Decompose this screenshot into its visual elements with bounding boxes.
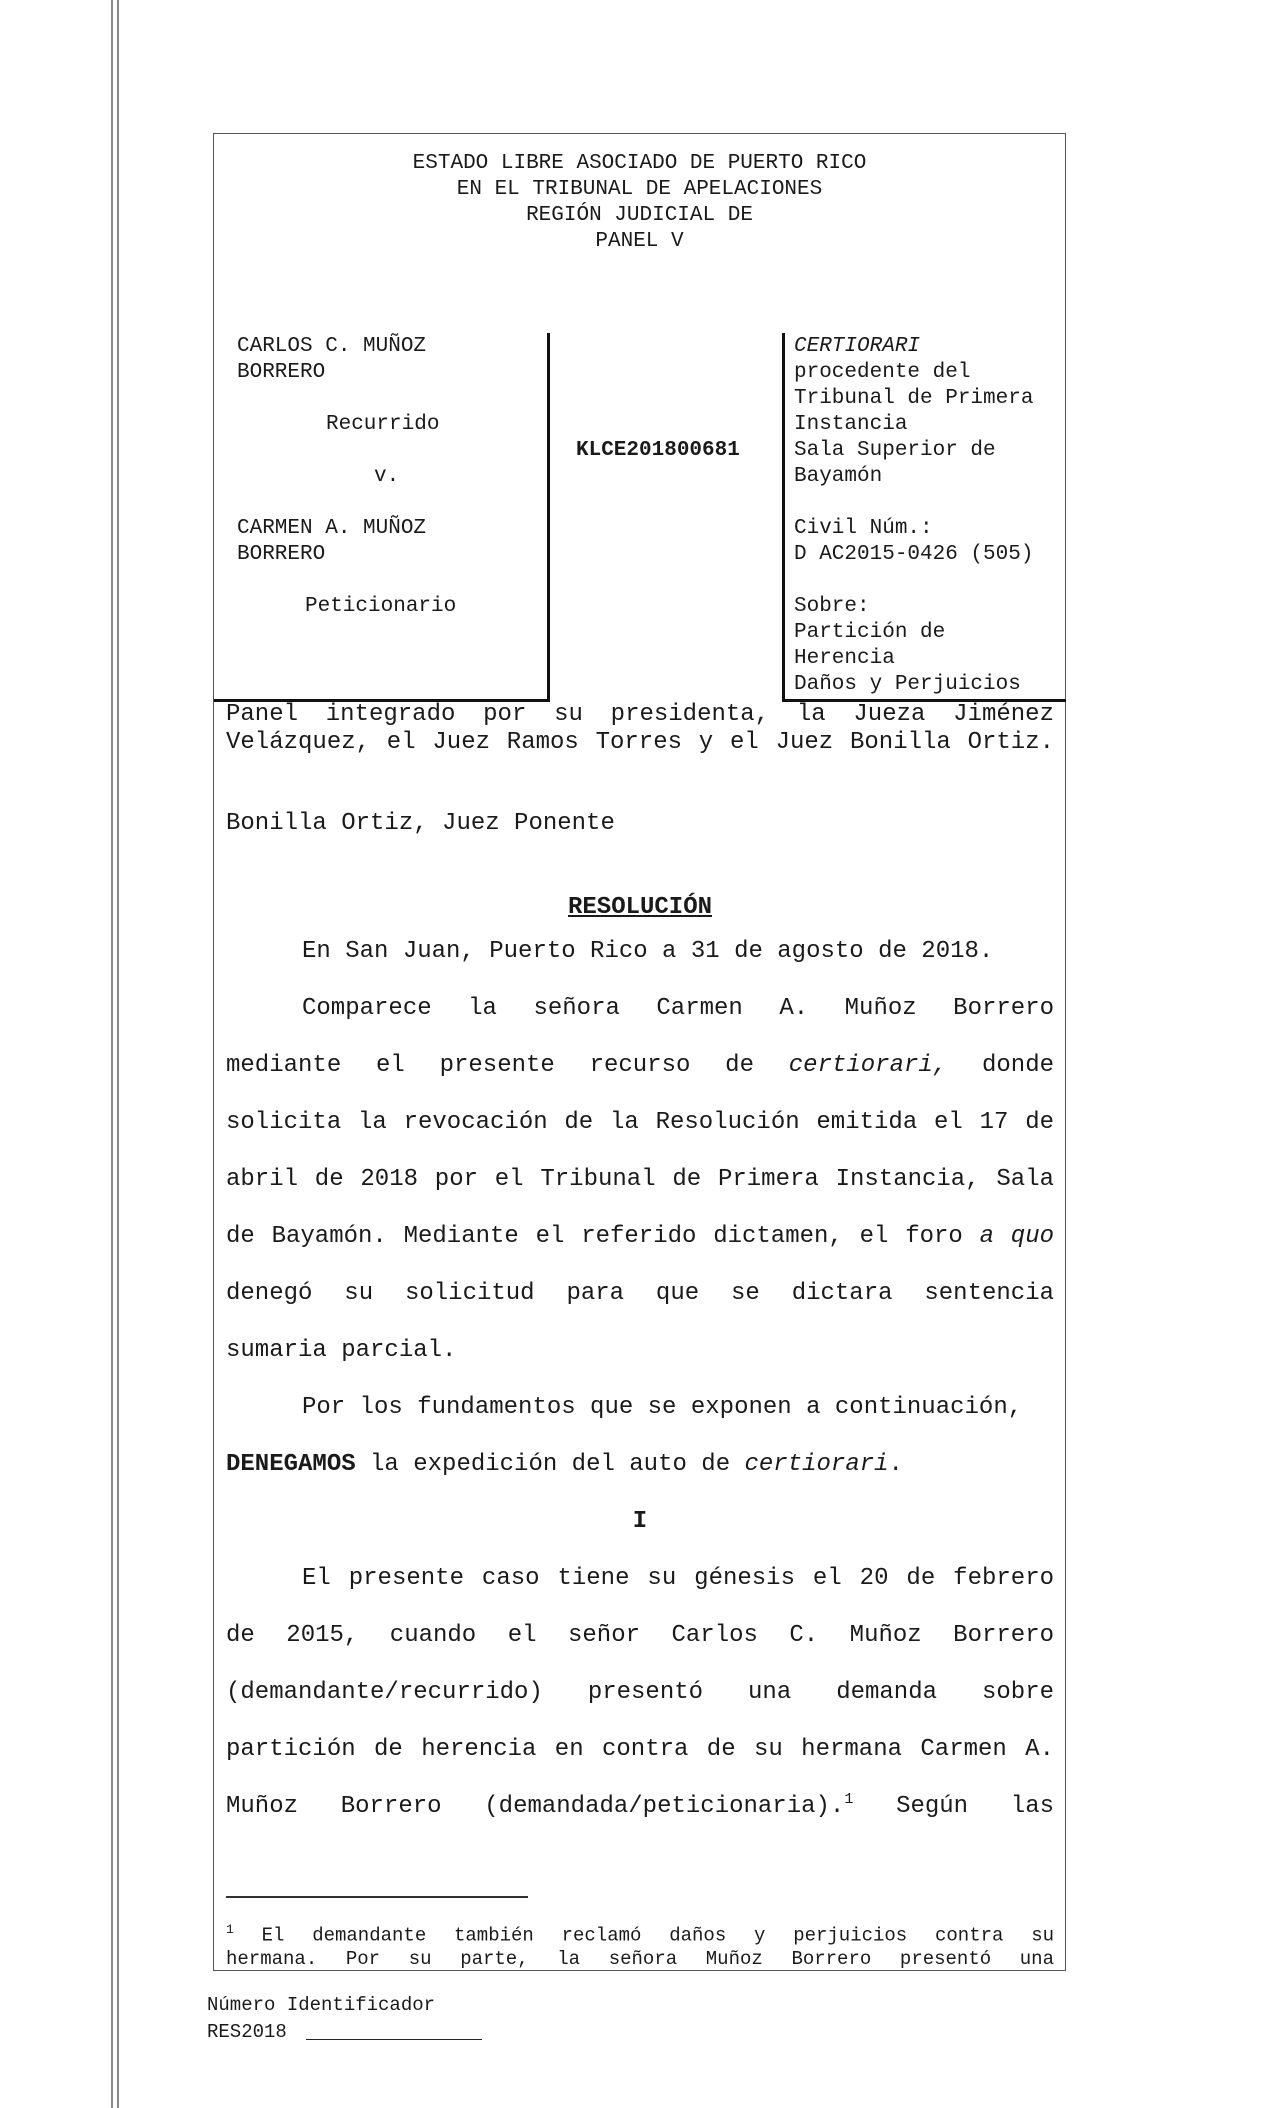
subject-line-1: Partición de bbox=[794, 621, 946, 644]
judge-ponente: Bonilla Ortiz, Juez Ponente bbox=[226, 810, 615, 837]
resolution-body bbox=[226, 923, 1054, 1835]
left-margin-rule-1 bbox=[111, 0, 113, 2108]
para1-line-3: solicita la revocación de la Resolución emitida el 17 de bbox=[226, 1109, 1054, 1136]
section-heading: I bbox=[632, 1508, 648, 1535]
writ-type: CERTIORARI bbox=[794, 335, 921, 358]
footnote-line-2: hermana. Por su parte, la señora Muñoz Borrero presentó una bbox=[226, 1948, 1054, 1971]
identifier-code-row bbox=[207, 2019, 482, 2046]
civil-number: D AC2015-0426 (505) bbox=[794, 543, 1034, 566]
para2-line-2: DENEGAMOS la expedición del auto de certiorari. bbox=[226, 1451, 903, 1478]
para1-line-6: denegó su solicitud para que se dictara sentencia bbox=[226, 1280, 1054, 1307]
origin-line-1: procedente del bbox=[794, 361, 971, 384]
subject-line-2: Herencia bbox=[794, 647, 895, 670]
plaintiff-name-line-1: CARLOS C. MUÑOZ bbox=[237, 335, 427, 358]
identifier-label: Número Identificador bbox=[207, 1994, 436, 2016]
case-number: KLCE201800681 bbox=[576, 439, 740, 462]
left-margin-rule-2 bbox=[117, 0, 119, 2108]
defendant-name-line-1: CARMEN A. MUÑOZ bbox=[237, 517, 427, 540]
para3-line-4: partición de herencia en contra de su hermana Carmen A. bbox=[226, 1736, 1054, 1763]
civil-number-label: Civil Núm.: bbox=[794, 517, 933, 540]
footnote-separator bbox=[226, 1896, 528, 1898]
origin-line-5: Bayamón bbox=[794, 465, 883, 488]
subject-label: Sobre: bbox=[794, 595, 870, 618]
para3-line-5: Muñoz Borrero (demandada/peticionaria).$^1$ Según las bbox=[226, 1791, 1054, 1820]
para1-line-1: Comparece la señora Carmen A. Muñoz Borrero bbox=[302, 995, 1054, 1022]
origin-line-3: Instancia bbox=[794, 413, 908, 436]
subject-line-3: Daños y Perjuicios bbox=[794, 673, 1021, 696]
para3-line-2: de 2015, cuando el señor Carlos C. Muñoz Borrero bbox=[226, 1622, 1054, 1649]
footnote-ref: 1 bbox=[844, 1791, 854, 1808]
caption-divider-left bbox=[547, 333, 550, 702]
footnote bbox=[226, 1918, 1054, 1971]
resolution-title: RESOLUCIÓN bbox=[567, 894, 713, 921]
para1-line-4: abril de 2018 por el Tribunal de Primera Instancia, Sala bbox=[226, 1166, 1054, 1193]
identifier-block bbox=[207, 1992, 482, 2046]
header-line-3: REGIÓN JUDICIAL DE bbox=[526, 204, 753, 227]
header-line-4: PANEL V bbox=[595, 230, 684, 253]
document-page bbox=[213, 133, 1066, 1971]
panel-line-1: Panel integrado por su presidenta, la Jueza Jiménez bbox=[226, 701, 1054, 728]
para1-line-5: de Bayamón. Mediante el referido dictamen, el foro a quo bbox=[226, 1223, 1054, 1250]
header-line-2: EN EL TRIBUNAL DE APELACIONES bbox=[456, 178, 823, 201]
para3-line-3: (demandante/recurrido) presentó una demanda sobre bbox=[226, 1679, 1054, 1706]
footnote-line-1: $^1$ El demandante también reclamó daños y perjuicios contra su bbox=[226, 1922, 1055, 1947]
plaintiff-role: Recurrido bbox=[326, 413, 440, 436]
origin-line-2: Tribunal de Primera bbox=[794, 387, 1034, 410]
caption-divider-right bbox=[782, 333, 785, 702]
para2-line-1: Por los fundamentos que se exponen a continuación, bbox=[302, 1394, 1023, 1421]
panel-line-2: Velázquez, el Juez Ramos Torres y el Juez Bonilla Ortiz. bbox=[226, 729, 1054, 756]
identifier-code: RES2018 bbox=[207, 2021, 287, 2043]
header-line-1: ESTADO LIBRE ASOCIADO DE PUERTO RICO bbox=[412, 152, 867, 175]
para1-line-7: sumaria parcial. bbox=[226, 1337, 457, 1364]
para3-line-1: El presente caso tiene su génesis el 20 de febrero bbox=[302, 1565, 1054, 1592]
identifier-blank bbox=[306, 2021, 482, 2040]
origin-line-4: Sala Superior de bbox=[794, 439, 996, 462]
defendant-name-line-2: BORRERO bbox=[237, 543, 326, 566]
panel-composition bbox=[226, 701, 1054, 757]
defendant-role: Peticionario bbox=[305, 595, 457, 618]
date-line: En San Juan, Puerto Rico a 31 de agosto de 2018. bbox=[302, 938, 994, 965]
para1-line-2: mediante el presente recurso de certiorari, donde bbox=[226, 1052, 1054, 1079]
plaintiff-name-line-2: BORRERO bbox=[237, 361, 326, 384]
versus: v. bbox=[374, 465, 400, 488]
